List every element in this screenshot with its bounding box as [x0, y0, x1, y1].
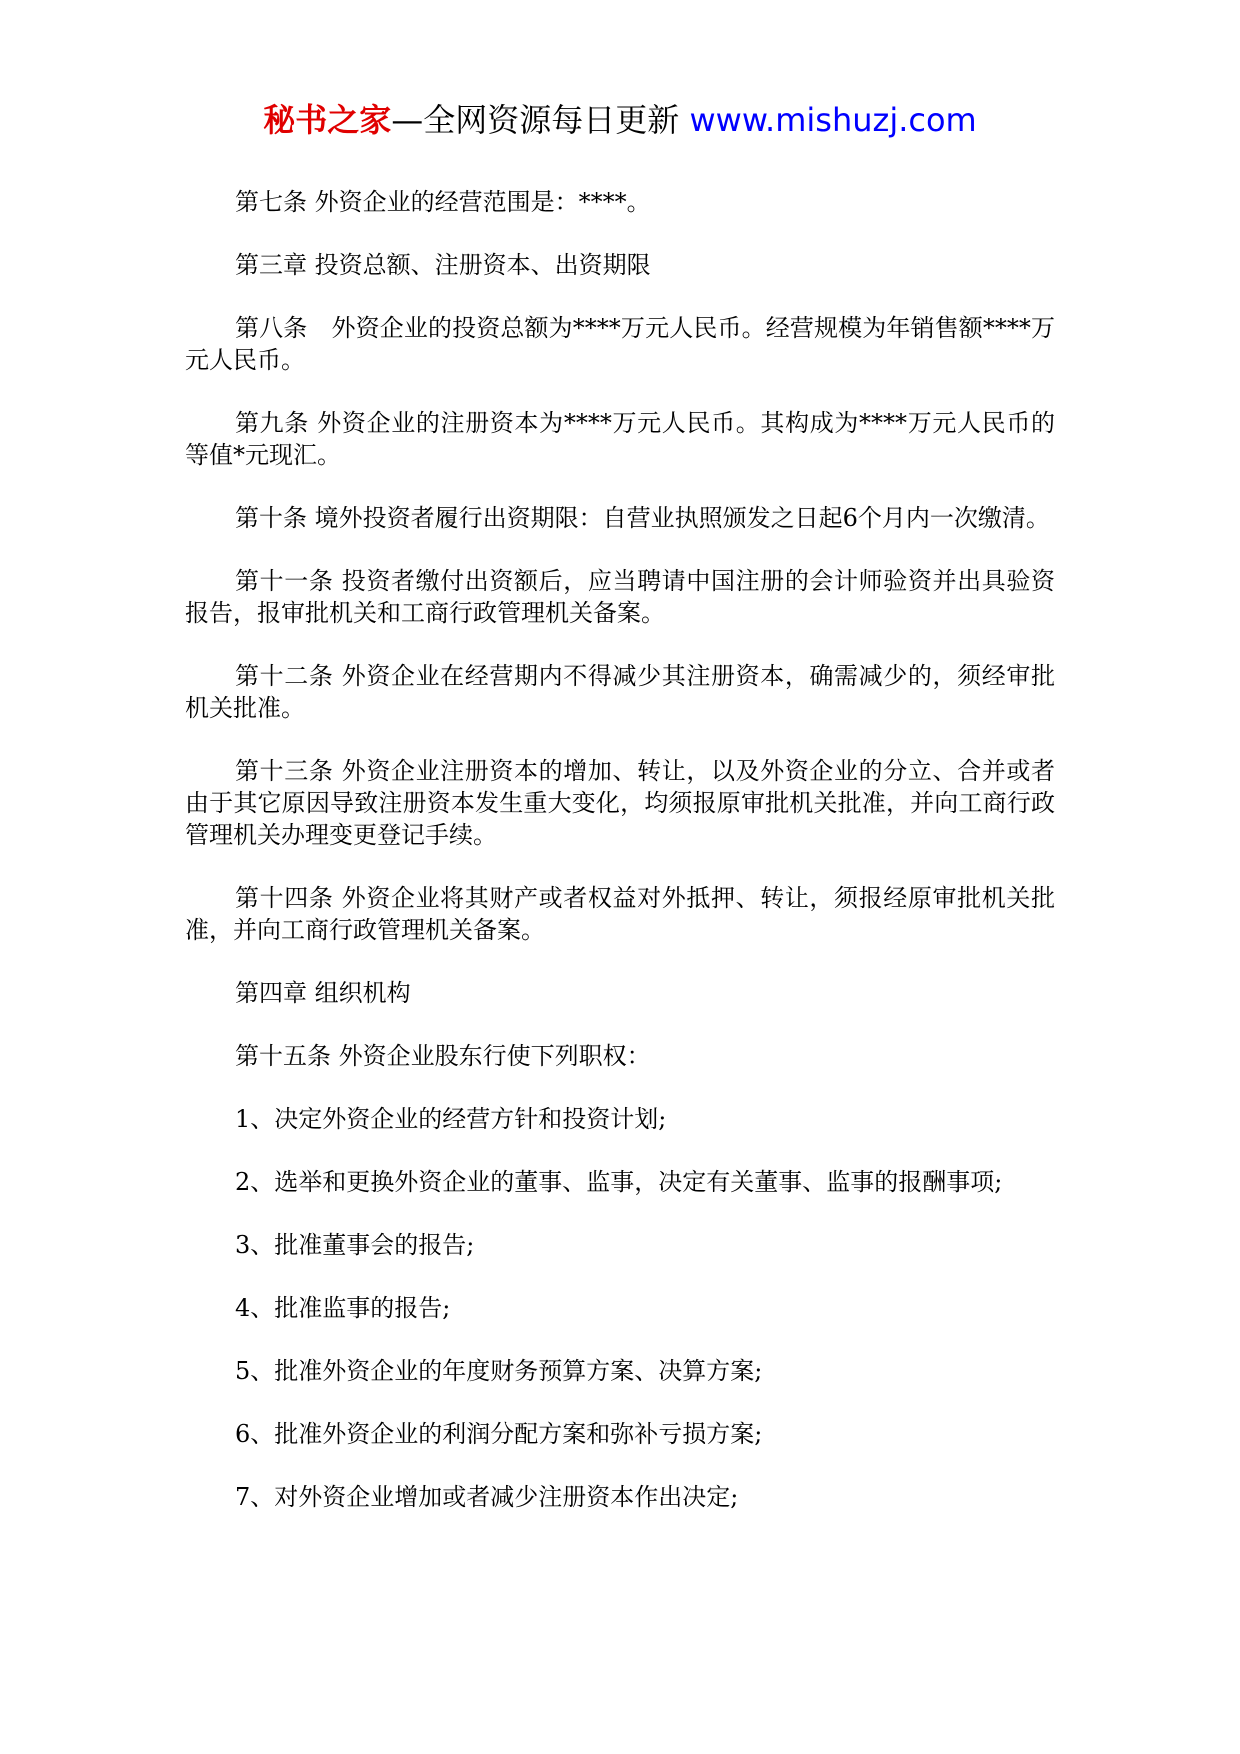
- list-item: 1、决定外资企业的经营方针和投资计划;: [235, 1105, 667, 1133]
- list-item: 2、选举和更换外资企业的董事、监事，决定有关董事、监事的报酬事项;: [235, 1168, 1003, 1196]
- header-url-link[interactable]: www.mishuzj.com: [689, 101, 977, 139]
- list-item: 3、批准董事会的报告;: [235, 1231, 475, 1259]
- article-14: 第十四条 外资企业将其财产或者权益对外抵押、转让，须报经原审批机关批准，并向工商行政管理机关备案。: [185, 884, 1055, 944]
- article-12: 第十二条 外资企业在经营期内不得减少其注册资本，确需减少的，须经审批机关批准。: [185, 662, 1055, 722]
- header-brand: 秘书之家: [263, 101, 392, 139]
- article-11: 第十一条 投资者缴付出资额后，应当聘请中国注册的会计师验资并出具验资报告，报审批机关和工商行政管理机关备案。: [185, 567, 1055, 627]
- list-item: 6、批准外资企业的利润分配方案和弥补亏损方案;: [235, 1420, 763, 1448]
- article-8: 第八条 外资企业的投资总额为****万元人民币。经营规模为年销售额****万元人民币。: [185, 314, 1055, 374]
- chapter-4-heading: 第四章 组织机构: [235, 979, 411, 1007]
- document-body: [185, 186, 1055, 1544]
- chapter-3-heading: 第三章 投资总额、注册资本、出资期限: [235, 251, 651, 279]
- article-15: 第十五条 外资企业股东行使下列职权：: [235, 1042, 651, 1070]
- list-item: 7、对外资企业增加或者减少注册资本作出决定;: [235, 1483, 739, 1511]
- article-10: 第十条 境外投资者履行出资期限：自营业执照颁发之日起6个月内一次缴清。: [235, 504, 1050, 532]
- article-13: 第十三条 外资企业注册资本的增加、转让，以及外资企业的分立、合并或者由于其它原因导致注册资本发生重大变化，均须报原审批机关批准，并向工商行政管理机关办理变更登记手续。: [185, 757, 1055, 849]
- header-slogan: —全网资源每日更新: [391, 101, 680, 139]
- article-7: 第七条 外资企业的经营范围是：****。: [235, 188, 651, 216]
- article-9: 第九条 外资企业的注册资本为****万元人民币。其构成为****万元人民币的等值*元现汇。: [185, 409, 1055, 469]
- list-item: 4、批准监事的报告;: [235, 1294, 451, 1322]
- page-header: [0, 98, 1240, 142]
- list-item: 5、批准外资企业的年度财务预算方案、决算方案;: [235, 1357, 763, 1385]
